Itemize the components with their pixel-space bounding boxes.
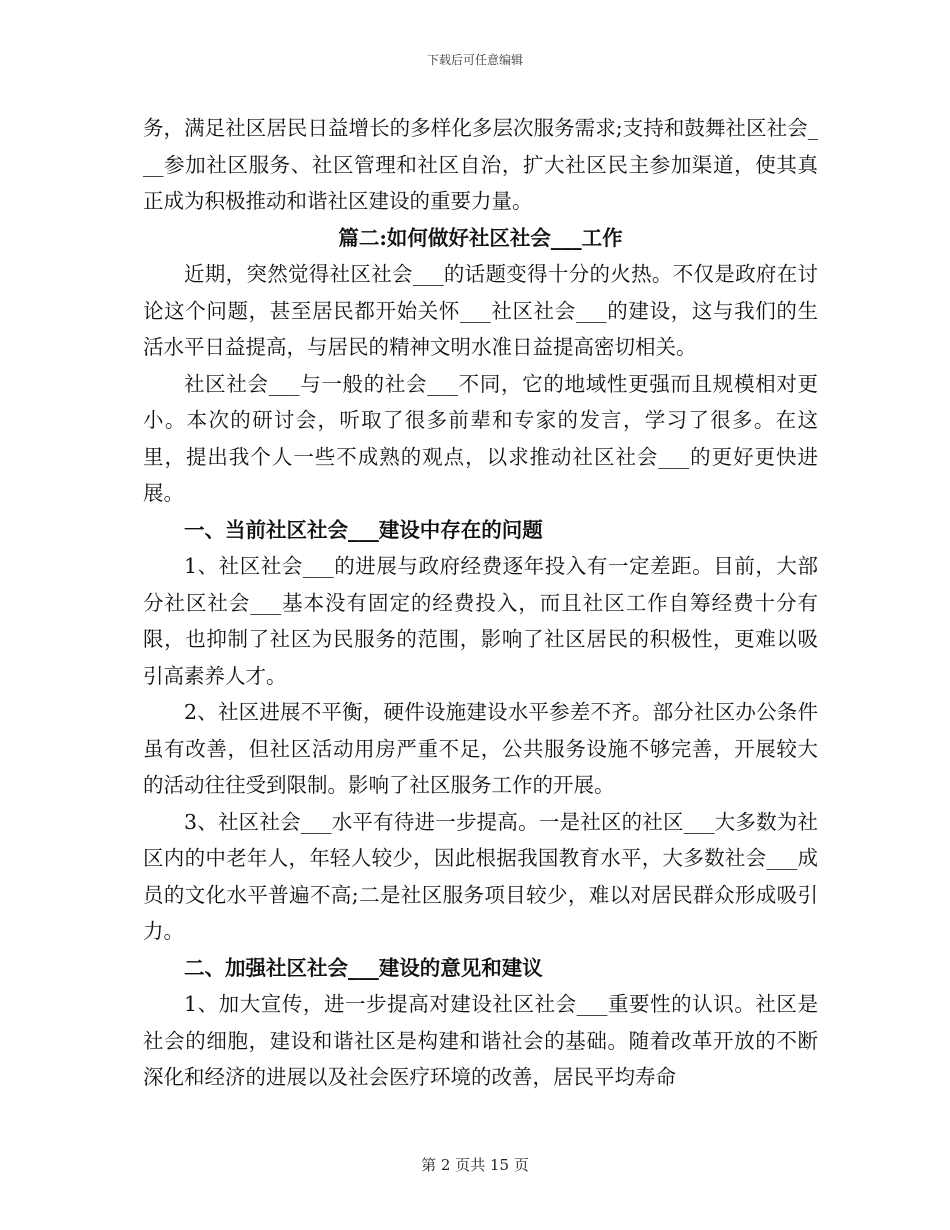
paragraph: 2、社区进展不平衡，硬件设施建设水平参差不齐。部分社区办公条件虽有改善，但社区活动用房严重不足，公共服务设施不够完善，开展较大的活动往往受到限制。影响了社区服务工作的开展。 bbox=[143, 700, 818, 797]
document-body bbox=[143, 110, 818, 1096]
paragraph: 3、社区社会___水平有待进一步提高。一是社区的社区___大多数为社区内的中老年人，年轻人较少，因此根据我国教育水平，大多数社会___成员的文化水平普遍不高;二是社区服务项目较少，难以对居民群众形成吸引力。 bbox=[143, 809, 818, 943]
paragraph: 社区社会___与一般的社会___不同，它的地域性更强而且规模相对更小。本次的研讨会，听取了很多前辈和专家的发言，学习了很多。在这里，提出我个人一些不成熟的观点，以求推动社区社会___的更好更快进展。 bbox=[143, 371, 818, 505]
paragraph: 1、加大宣传，进一步提高对建设社区社会___重要性的认识。社区是社会的细胞，建设和谐社区是构建和谐社会的基础。随着改革开放的不断深化和经济的进展以及社会医疗环境的改善，居民平均寿命 bbox=[143, 992, 818, 1089]
page-header-note: 下载后可任意编辑 bbox=[426, 53, 523, 67]
subheading-problems: 一、当前社区社会___建设中存在的问题 bbox=[184, 517, 543, 542]
paragraph-continuation: 务，满足社区居民日益增长的多样化多层次服务需求;支持和鼓舞社区社会___参加社区服务、社区管理和社区自治，扩大社区民主参加渠道，使其真正成为积极推动和谐社区建设的重要力量。 bbox=[143, 116, 818, 213]
page-footer-number: 第 2 页共 15 页 bbox=[421, 1156, 529, 1174]
paragraph: 1、社区社会___的进展与政府经费逐年投入有一定差距。目前，大部分社区社会___基本没有固定的经费投入，而且社区工作自筹经费十分有限，也抑制了社区为民服务的范围，影响了社区居民的积极性，更难以吸引高素养人才。 bbox=[143, 554, 818, 688]
section-title: 篇二:如何做好社区社会___工作 bbox=[338, 225, 623, 250]
paragraph: 近期，突然觉得社区社会___的话题变得十分的火热。不仅是政府在讨论这个问题，甚至居民都开始关怀___社区社会___的建设，这与我们的生活水平日益提高，与居民的精神文明水准日益提高密切相关。 bbox=[143, 262, 818, 359]
subheading-suggestions: 二、加强社区社会___建设的意见和建议 bbox=[184, 955, 543, 980]
